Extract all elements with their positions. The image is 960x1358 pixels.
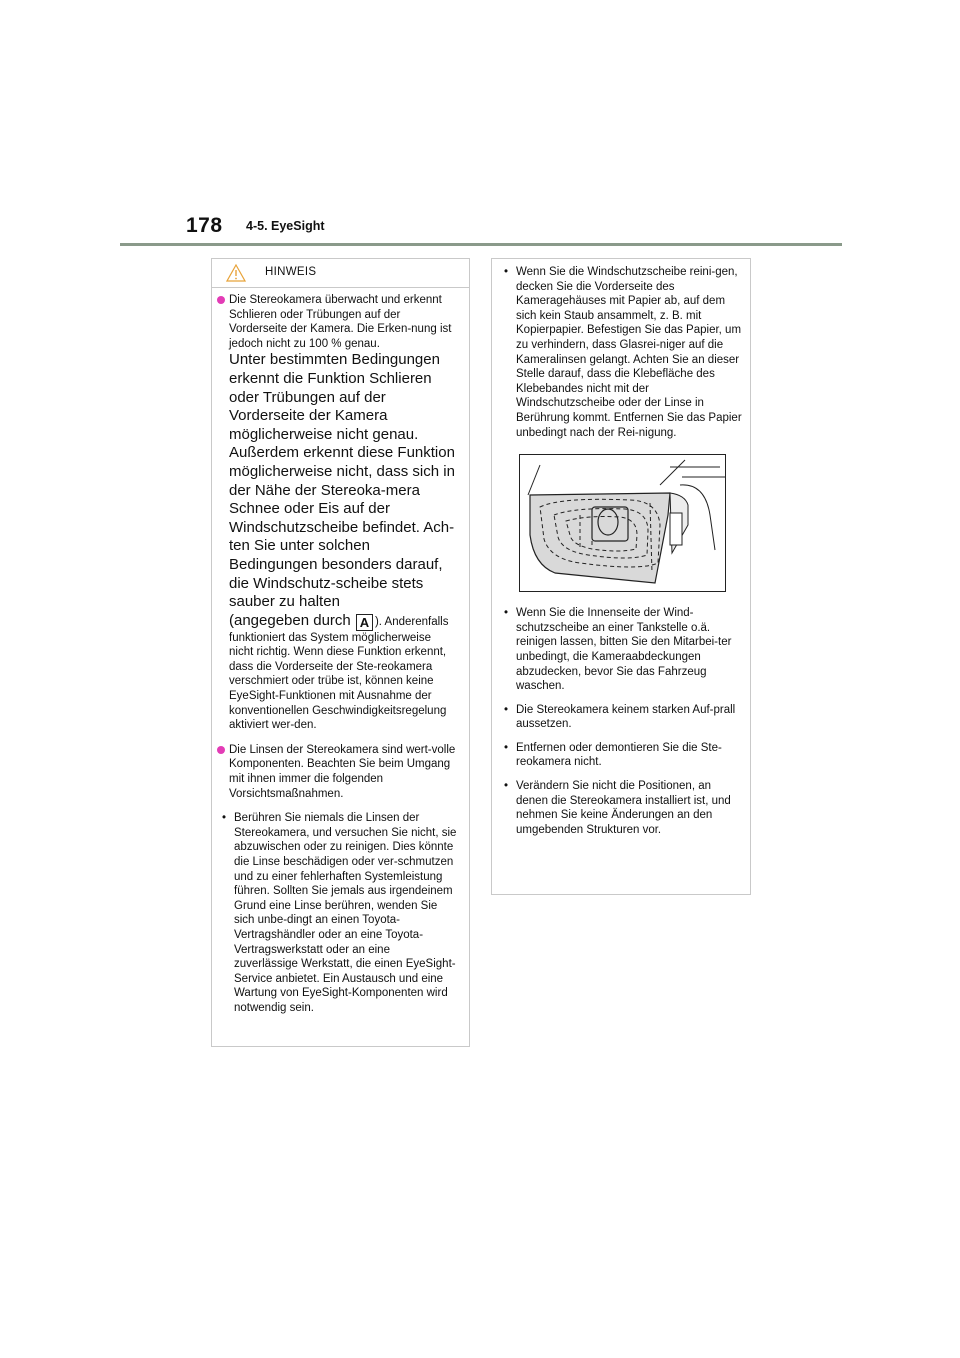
- paragraph-text: Die Linsen der Stereokamera sind wert-volle Komponenten. Beachten Sie beim Umgang mit ihnen immer die folgenden Vorsichtsmaßnahmen.: [229, 743, 456, 800]
- camera-cover-illustration: [519, 454, 726, 592]
- page-header: [0, 0, 960, 250]
- section-title: 4-5. EyeSight: [246, 219, 325, 233]
- notice-content-continued: [492, 259, 750, 837]
- stereo-camera-paper-cover-drawing: [520, 455, 726, 592]
- sub-item-text: Berühren Sie niemals die Linsen der Stereokamera, und versuchen Sie nicht, sie abzuwischen oder zu reinigen. Dies könnte die Linse beschädigen oder ver-schmutzen und zu einer fehlerhaften Systemleistung führen. Sollten Sie jemals aus irgendeinem Grund eine Linse berühren, wenden Sie sich unbe-dingt an einen Toyota-Vertragshändler oder an eine Toyota-Vertragswerkstatt oder an eine zuverlässige Werkstatt, die einen EyeSight-Service anbietet. Ein Austausch und eine Wartung von EyeSight-Komponenten wird notwendig sein.: [234, 812, 457, 1014]
- notice-content: [212, 288, 469, 1016]
- label-a-marker: A: [356, 614, 373, 631]
- bullet-glyph: •: [504, 266, 509, 278]
- bullet-glyph: •: [504, 780, 509, 793]
- notice-paragraph-lenses: [217, 743, 457, 801]
- sub-item-no-impact: [502, 703, 742, 732]
- page-number: 178: [186, 214, 223, 237]
- sub-item-text: Wenn Sie die Innenseite der Wind-schutzscheibe an einer Tankstelle o.ä. reinigen lassen, bitten Sie den Mitarbei-ter unbedingt, die Kameraabdeckungen abzudecken, bevor Sie das Fahrzeug waschen.: [516, 607, 732, 693]
- paragraph-marker-line: [229, 612, 457, 733]
- notice-box: [211, 258, 470, 1047]
- paragraph-rest: ). Anderenfalls funktioniert das System möglicherweise nicht richtig. Wenn diese Funktion erkennt, dass die Vorderseite der Ste-reokamera verschmiert oder trübe ist, können keine EyeSight-Funktionen mit Ausnahme der konventionellen Geschwindigkeitsregelung aktiviert wer-den.: [229, 615, 449, 732]
- warning-triangle-icon: [226, 264, 246, 282]
- bullet-glyph: •: [504, 703, 509, 716]
- sub-item-text: Entfernen oder demontieren Sie die Ste-reokamera nicht.: [516, 741, 722, 769]
- sub-item-text: Die Stereokamera keinem starken Auf-prall aussetzen.: [516, 703, 736, 731]
- notice-title: HINWEIS: [265, 266, 317, 278]
- bullet-glyph: •: [504, 607, 509, 620]
- bullet-glyph: •: [504, 741, 509, 754]
- header-divider: [120, 243, 842, 246]
- sub-item-do-not-remove: [502, 741, 742, 770]
- sub-item-cover-camera: [502, 265, 742, 440]
- paragraph-text: Die Stereokamera überwacht und erkennt Schlieren oder Trübungen auf der Vorderseite der Kamera. Die Erken-nung ist jedoch nicht zu 100 % genau.: [229, 294, 452, 350]
- paragraph-large-tail: (angegeben durch: [229, 611, 351, 629]
- notice-paragraph-camera-monitoring: [217, 293, 457, 733]
- magenta-bullet-icon: [217, 296, 225, 304]
- magenta-bullet-icon: [217, 746, 225, 754]
- sub-item-text: Verändern Sie nicht die Positionen, an denen die Stereokamera installiert ist, und nehmen Sie keine Änderungen an den umgebenden Strukturen vor.: [516, 780, 731, 836]
- sub-item-do-not-touch-lenses: [217, 811, 457, 1015]
- sub-item-gas-station-cleaning: [502, 606, 742, 694]
- bullet-glyph: •: [222, 812, 227, 825]
- notice-header: [212, 259, 469, 288]
- paragraph-large-text: Unter bestimmten Bedingungen erkennt die Funktion Schlieren oder Trübungen auf der Vorderseite der Kamera möglicherweise nicht genau. Außerdem erkennt diese Funktion möglicherweise nicht, dass sich in der Nähe der Stereoka-mera Schnee oder Eis auf der Windschutzscheibe befindet. Ach-ten Sie unter solchen Bedingungen besonders darauf, die Windschutz-scheibe stets sauber zu halten: [229, 351, 455, 611]
- sub-item-text: Wenn Sie die Windschutzscheibe reini-gen, decken Sie die Vorderseite des Kameragehäuses mit Papier ab, auf dem sich kein Staub ansammelt, z. B. mit Kopierpapier. Befestigen Sie das Papier, um zu verhindern, dass Glasrei-niger auf die Kameralinsen gelangt. Achten Sie an dieser Stelle darauf, dass die Klebefläche des Klebebandes nicht mit der Windschutzscheibe oder der Linse in Berührung kommt. Entfernen Sie das Papier unbedingt nach der Rei-nigung.: [516, 266, 742, 439]
- sub-item-do-not-modify: [502, 779, 742, 837]
- notice-box-continued: [491, 258, 751, 895]
